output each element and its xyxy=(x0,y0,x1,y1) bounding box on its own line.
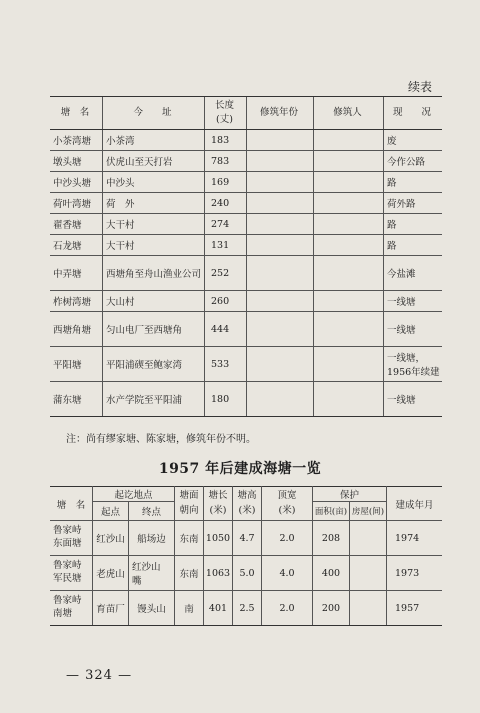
table1-cell: 石龙塘 xyxy=(50,235,103,256)
table1-header-cell: 修筑人 xyxy=(314,97,384,130)
table1-header-cell: 长度 (丈) xyxy=(205,97,247,130)
table1-cell xyxy=(314,151,384,172)
table1-cell xyxy=(314,214,384,235)
table1-cell: 中沙头塘 xyxy=(50,172,103,193)
header-end: 终点 xyxy=(129,502,175,521)
table1-cell: 墩头塘 xyxy=(50,151,103,172)
table2-cell xyxy=(350,556,387,591)
table1-cell: 240 xyxy=(205,193,247,214)
header-start-end: 起讫地点 xyxy=(93,487,175,502)
table1-cell: 169 xyxy=(205,172,247,193)
table-row xyxy=(50,291,442,312)
table2-cell: 2.0 xyxy=(262,521,313,556)
table1-cell xyxy=(247,382,314,417)
table2-cell: 4.7 xyxy=(233,521,262,556)
header-area: 面积(亩) xyxy=(313,502,350,521)
table-row xyxy=(50,347,442,382)
page-number: — 324 — xyxy=(66,668,133,683)
table1-cell: 水产学院至平阳浦 xyxy=(103,382,205,417)
table1-cell: 平阳浦碶至鲍家湾 xyxy=(103,347,205,382)
post-1957-seawall-table xyxy=(50,486,442,626)
header-protect: 保护 xyxy=(313,487,387,502)
continued-label: 续表 xyxy=(408,80,433,94)
header-year: 建成年月 xyxy=(387,487,443,521)
table-row xyxy=(50,256,442,291)
table1-cell xyxy=(247,235,314,256)
table1-cell xyxy=(247,214,314,235)
table1-cell: 荷 外 xyxy=(103,193,205,214)
table1-cell xyxy=(247,130,314,151)
table1-cell: 匀山电厂至西塘角 xyxy=(103,312,205,347)
table1-cell xyxy=(314,193,384,214)
table2-cell: 1973 xyxy=(387,556,443,591)
table1-cell xyxy=(247,151,314,172)
table2-cell: 5.0 xyxy=(233,556,262,591)
table-row xyxy=(50,193,442,214)
table2-cell: 东南 xyxy=(175,521,204,556)
table1-header-cell: 今 址 xyxy=(103,97,205,130)
table1-cell: 一线塘，1956年续建 xyxy=(384,347,443,382)
table1-cell: 路 xyxy=(384,235,443,256)
table-note: 注：尚有缪家塘、陈家塘，修筑年份不明。 xyxy=(66,434,256,445)
table1-cell xyxy=(247,172,314,193)
table2-cell: 东南 xyxy=(175,556,204,591)
table2-cell: 老虎山 xyxy=(93,556,129,591)
table1-cell: 大干村 xyxy=(103,214,205,235)
header-houses: 房屋(间) xyxy=(350,502,387,521)
table-row xyxy=(50,151,442,172)
table1-cell: 大山村 xyxy=(103,291,205,312)
table1-cell: 伏虎山至天打岩 xyxy=(103,151,205,172)
table1-cell: 路 xyxy=(384,214,443,235)
table1-cell: 路 xyxy=(384,172,443,193)
header-start: 起点 xyxy=(93,502,129,521)
table2-cell: 208 xyxy=(313,521,350,556)
table1-cell xyxy=(247,291,314,312)
table-row xyxy=(50,130,442,151)
table1-cell: 533 xyxy=(205,347,247,382)
table2-cell: 鲁家峙 南塘 xyxy=(50,591,93,626)
table1-cell xyxy=(247,193,314,214)
table1-cell: 翟香塘 xyxy=(50,214,103,235)
table1-cell xyxy=(314,291,384,312)
table2-cell: 2.5 xyxy=(233,591,262,626)
table-row xyxy=(50,172,442,193)
table1-cell xyxy=(247,256,314,291)
table1-cell: 中沙头 xyxy=(103,172,205,193)
header-height: 塘高 (米) xyxy=(233,487,262,521)
header-name: 塘 名 xyxy=(50,487,93,521)
table2-cell: 红沙山 xyxy=(93,521,129,556)
table1-header-cell: 现 况 xyxy=(384,97,443,130)
table1-cell: 一线塘 xyxy=(384,291,443,312)
table1-cell: 平阳塘 xyxy=(50,347,103,382)
table1-cell: 444 xyxy=(205,312,247,347)
table1-cell: 260 xyxy=(205,291,247,312)
table2-cell: 401 xyxy=(204,591,233,626)
table1-cell: 180 xyxy=(205,382,247,417)
table1-cell xyxy=(314,382,384,417)
table1-cell: 西塘角塘 xyxy=(50,312,103,347)
table2-cell: 育苗厂 xyxy=(93,591,129,626)
table1-cell xyxy=(314,312,384,347)
table1-cell: 大干村 xyxy=(103,235,205,256)
table-row xyxy=(50,214,442,235)
table2-cell: 1050 xyxy=(204,521,233,556)
table2-cell: 2.0 xyxy=(262,591,313,626)
table1-cell: 荷叶湾塘 xyxy=(50,193,103,214)
table-row xyxy=(50,235,442,256)
table-row xyxy=(50,312,442,347)
table1-cell xyxy=(314,256,384,291)
header-length: 塘长 (米) xyxy=(204,487,233,521)
table2-cell: 200 xyxy=(313,591,350,626)
table1-cell xyxy=(314,347,384,382)
table2-cell: 馒头山 xyxy=(129,591,175,626)
table1-cell xyxy=(247,312,314,347)
table1-cell: 荷外路 xyxy=(384,193,443,214)
table1-header-cell: 修筑年份 xyxy=(247,97,314,130)
header-top-width: 顶宽 (米) xyxy=(262,487,313,521)
table2-cell xyxy=(350,521,387,556)
table2-cell: 船场边 xyxy=(129,521,175,556)
table2-cell: 南 xyxy=(175,591,204,626)
table1-cell xyxy=(314,172,384,193)
table2-cell xyxy=(350,591,387,626)
table1-cell: 274 xyxy=(205,214,247,235)
table1-cell: 西塘角至舟山渔业公司 xyxy=(103,256,205,291)
table1-cell: 183 xyxy=(205,130,247,151)
table1-cell: 小茶湾 xyxy=(103,130,205,151)
table2-cell: 1063 xyxy=(204,556,233,591)
table1-cell: 柞树湾塘 xyxy=(50,291,103,312)
table2-cell: 1957 xyxy=(387,591,443,626)
table2-cell: 鲁家峙 军民塘 xyxy=(50,556,93,591)
table1-cell: 一线塘 xyxy=(384,382,443,417)
table2-cell: 1974 xyxy=(387,521,443,556)
table1-cell xyxy=(247,347,314,382)
table1-cell: 一线塘 xyxy=(384,312,443,347)
table1-cell xyxy=(314,130,384,151)
table1-header-cell: 塘 名 xyxy=(50,97,103,130)
historic-seawall-table xyxy=(50,96,442,417)
table2-cell: 红沙山 嘴 xyxy=(129,556,175,591)
table1-cell: 131 xyxy=(205,235,247,256)
table1-cell: 小茶湾塘 xyxy=(50,130,103,151)
table1-cell xyxy=(314,235,384,256)
table1-cell: 783 xyxy=(205,151,247,172)
table1-cell: 中弄塘 xyxy=(50,256,103,291)
table2-cell: 400 xyxy=(313,556,350,591)
table1-cell: 蒲东塘 xyxy=(50,382,103,417)
table2-cell: 4.0 xyxy=(262,556,313,591)
table2-title: 1957 年后建成海塘一览 xyxy=(158,461,322,477)
header-facing: 塘面 朝向 xyxy=(175,487,204,521)
table2-cell: 鲁家峙 东面塘 xyxy=(50,521,93,556)
table1-cell: 252 xyxy=(205,256,247,291)
table-row xyxy=(50,382,442,417)
table1-cell: 今作公路 xyxy=(384,151,443,172)
table1-cell: 废 xyxy=(384,130,443,151)
table1-cell: 今盐滩 xyxy=(384,256,443,291)
